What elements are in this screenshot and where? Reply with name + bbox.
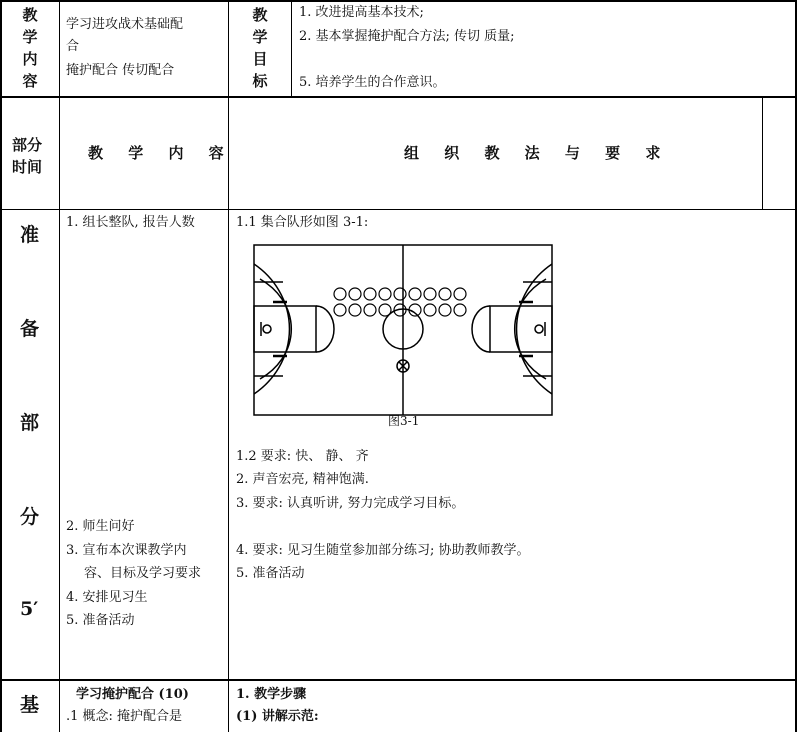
goal-label-char: 标 (252, 72, 268, 90)
prep-method-item: 1.1 集合队形如图 3-1: (236, 215, 369, 230)
basic-label: 基 (20, 694, 40, 716)
prep-content-item: 3. 宣布本次课教学内 (66, 543, 187, 558)
col-divider-goal-label (291, 0, 292, 96)
content-label (8, 4, 52, 92)
column-method-heading: 组 织 教 法 与 要 求 (404, 144, 671, 162)
col-divider-2 (228, 0, 229, 732)
goal-item: 5. 培养学生的合作意识。 (299, 75, 446, 90)
row-divider-1 (0, 96, 797, 98)
prep-content-item: 1. 组长整队, 报告人数 (66, 215, 195, 230)
prep-content-item: 4. 安排见习生 (66, 590, 148, 605)
goal-label-char: 学 (252, 28, 268, 46)
content-label-char: 内 (22, 50, 38, 68)
header-content-line: 合 (66, 39, 80, 54)
goal-item: 2. 基本掌握掩护配合方法; 传切 质量; (299, 29, 515, 44)
prep-method-item: 3. 要求: 认真听讲, 努力完成学习目标。 (236, 496, 465, 511)
prep-label-char: 备 (20, 318, 40, 340)
part-time-line: 时间 (12, 158, 43, 176)
prep-label-char: 分 (20, 506, 40, 528)
table-border-left (0, 0, 2, 732)
prep-time: 5′ (20, 598, 39, 620)
prep-method-item: 4. 要求: 见习生随堂参加部分练习; 协助教师教学。 (236, 543, 530, 558)
basketball-court-diagram (253, 244, 553, 416)
content-label-char: 学 (22, 28, 38, 46)
prep-label-char: 准 (20, 224, 40, 246)
content-label-char: 容 (22, 72, 38, 90)
header-content-line: 学习进攻战术基础配 (66, 17, 184, 32)
goal-label (240, 4, 280, 92)
basic-method-line: (1) 讲解示范: (236, 709, 319, 724)
goal-item: 1. 改进提高基本技术; (299, 5, 424, 20)
content-label-char: 教 (22, 6, 38, 24)
basic-method-line: 1. 教学步骤 (236, 687, 307, 702)
header-content-line: 掩护配合 传切配合 (66, 63, 175, 78)
prep-content-item: 容、目标及学习要求 (84, 566, 202, 581)
row-divider-3 (0, 679, 797, 681)
column-content-heading: 教 学 内 容 (88, 144, 234, 162)
prep-content-item: 5. 准备活动 (66, 613, 135, 628)
row-divider-2 (0, 209, 797, 210)
prep-content-item: 2. 师生问好 (66, 519, 135, 534)
part-time-label (12, 134, 42, 178)
goal-label-char: 教 (252, 6, 268, 24)
prep-method-item: 5. 准备活动 (236, 566, 305, 581)
col-divider-right (762, 96, 763, 209)
figure-caption: 图3-1 (388, 414, 420, 428)
part-time-line: 部分 (12, 136, 43, 154)
prep-method-item: 2. 声音宏亮, 精神饱满. (236, 472, 369, 487)
prep-label-char: 部 (20, 412, 40, 434)
table-border-top (0, 0, 797, 2)
prep-method-item: 1.2 要求: 快、 静、 齐 (236, 449, 369, 464)
basic-content-line: 学习掩护配合 (10) (76, 687, 189, 702)
col-divider-1 (59, 0, 60, 732)
goal-label-char: 目 (252, 50, 268, 68)
basic-content-line: .1 概念: 掩护配合是 (66, 709, 183, 724)
